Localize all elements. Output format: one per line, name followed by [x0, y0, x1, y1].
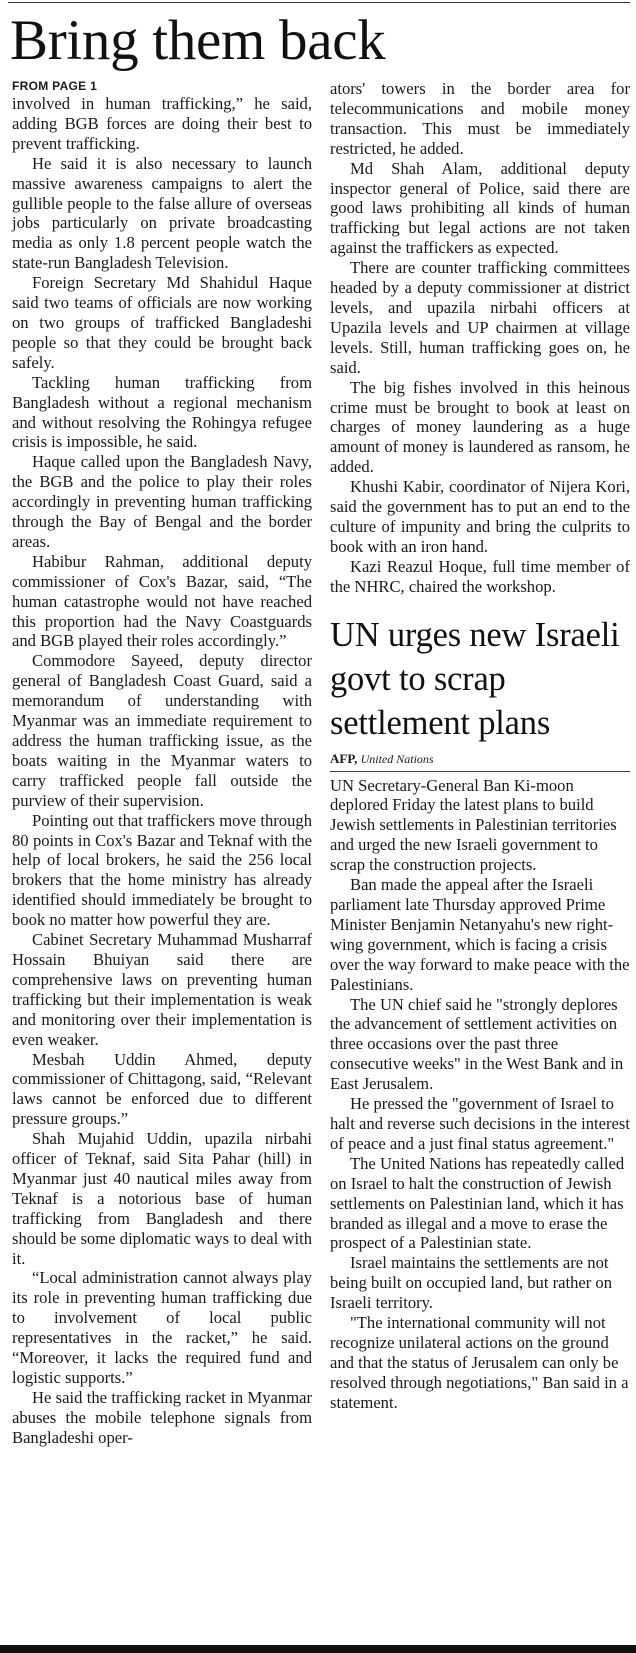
paragraph: involved in human trafficking,” he said, adding BGB forces are doing their best to prevent trafficking.	[12, 94, 312, 153]
paragraph: The UN chief said he "strongly deplores the advancement of settlement activities on three occasions over the past three consecutive weeks" in the West Bank and in East Jerusalem.	[330, 994, 624, 1094]
paragraph: ators' towers in the border area for telecommunications and mobile money transaction. This must be immediately restricted, he added.	[330, 79, 630, 158]
paragraph: Tackling human trafficking from Bangladesh without a regional mechanism and without resolving the Rohingya refugee crisis is impossible, he said.	[12, 372, 312, 452]
paragraph: Commodore Sayeed, deputy director general of Bangladesh Coast Guard, said a memorandum of understanding with Myanmar was an immediate requirement to address the human trafficking issue, as the boats waiting in the Myanmar waters to carry trafficked people fall outside the purview of their supervision.	[12, 651, 312, 810]
right-column	[330, 79, 630, 1413]
paragraph: He said the trafficking racket in Myanmar abuses the mobile telephone signals from Bangladeshi oper-	[12, 1387, 312, 1447]
paragraph: Foreign Secretary Md Shahidul Haque said two teams of officials are now working on two groups of trafficked Bangladeshi people so that they could be brought back safely.	[12, 273, 312, 372]
paragraph: Khushi Kabir, coordinator of Nijera Kori, said the government has to put an end to the culture of impunity and bring the culprits to book with an iron hand.	[330, 477, 630, 556]
paragraph: "The international community will not recognize unilateral actions on the ground and that the status of Jerusalem can only be resolved through negotiations," Ban said in a statement.	[330, 1313, 629, 1412]
paragraph: Kazi Reazul Hoque, full time member of the NHRC, chaired the workshop.	[330, 556, 630, 596]
paragraph: Cabinet Secretary Muhammad Musharraf Hossain Bhuiyan said there are comprehensive laws on preventing human trafficking but their implementation is weak and monitoring over their implementation is even weaker.	[12, 930, 312, 1049]
byline-place: United Nations	[360, 751, 434, 766]
paragraph: He pressed the "government of Israel to halt and reverse such decisions in the interest of peace and a just final status agreement."	[330, 1094, 630, 1153]
byline	[330, 751, 630, 772]
paragraph: Haque called upon the Bangladesh Navy, the BGB and the police to play their roles accordingly in preventing human trafficking through the Bay of Bengal and the border areas.	[12, 452, 312, 551]
paragraph: The big fishes involved in this heinous crime must be brought to book at least on charges of money laundering as a huge amount of money is laundered as ransom, he added.	[330, 377, 630, 477]
paragraph: Shah Mujahid Uddin, upazila nirbahi officer of Teknaf, said Sita Pahar (hill) in Myanmar just 40 nautical miles away from Teknaf is a notorious base of human trafficking from Bangladesh and there should be some diplomatic ways to deal with it.	[12, 1129, 312, 1268]
byline-agency: AFP,	[330, 750, 358, 766]
story-un-settlements	[330, 613, 630, 1413]
paragraph: There are counter trafficking committees headed by a deputy commissioner at district levels, and upazila nirbahi officers at Upazila levels and UP chairmen at village levels. Still, human trafficking goes on, he said.	[330, 258, 630, 377]
paragraph: Ban made the appeal after the Israeli parliament late Thursday approved Prime Minister Benjamin Netanyahu's new right-wing government, which is facing a crisis over the way forward to make peace with the Palestinians.	[330, 875, 630, 994]
paragraph: He said it is also necessary to launch massive awareness campaigns to alert the gullible people to the false allure of overseas jobs particularly on private broadcasting media as only 1.8 percent people watch the state-run Bangladesh Television.	[12, 153, 312, 273]
top-rule	[8, 2, 630, 3]
story2-headline: UN urges new Israeli govt to scrap settlement plans	[330, 615, 620, 742]
dateline: FROM PAGE 1	[12, 79, 98, 93]
headline: Bring them back	[10, 9, 386, 72]
paragraph: UN Secretary-General Ban Ki-moon deplored Friday the latest plans to build Jewish settlements in Palestinian territories and urged the new Israeli government to scrap the construction projects.	[330, 775, 617, 875]
paragraph: Israel maintains the settlements are not being built on occupied land, but rather on Israeli territory.	[330, 1253, 613, 1313]
paragraph: “Local administration cannot always play its role in preventing human trafficking due to involvement of local public representatives in the racket,” he said. “Moreover, it lacks the required fund and logistic supports.”	[12, 1268, 312, 1387]
paragraph: Md Shah Alam, additional deputy inspector general of Police, said there are good laws prohibiting all kinds of human trafficking but legal actions are not taken against the traffickers as expected.	[330, 158, 630, 258]
paragraph: Habibur Rahman, additional deputy commissioner of Cox's Bazar, said, “The human catastrophe would not have reached this proportion had the Navy Coastguards and BGB played their roles accordingly.”	[12, 551, 312, 651]
left-column	[12, 79, 312, 1448]
bottom-rule	[0, 1645, 636, 1653]
paragraph: Mesbah Uddin Ahmed, deputy commissioner of Chittagong, said, “Relevant laws cannot be enforced due to different pressure groups.”	[12, 1049, 312, 1129]
paragraph: The United Nations has repeatedly called on Israel to halt the construction of Jewish settlements on Palestinian land, which it has branded as illegal and a move to erase the prospect of a Palestinian state.	[330, 1153, 625, 1253]
paragraph: Pointing out that traffickers move through 80 points in Cox's Bazar and Teknaf with the help of local brokers, he said the 256 local brokers that the home ministry has already identified should immediately be brought to book no matter how powerful they are.	[12, 810, 312, 930]
